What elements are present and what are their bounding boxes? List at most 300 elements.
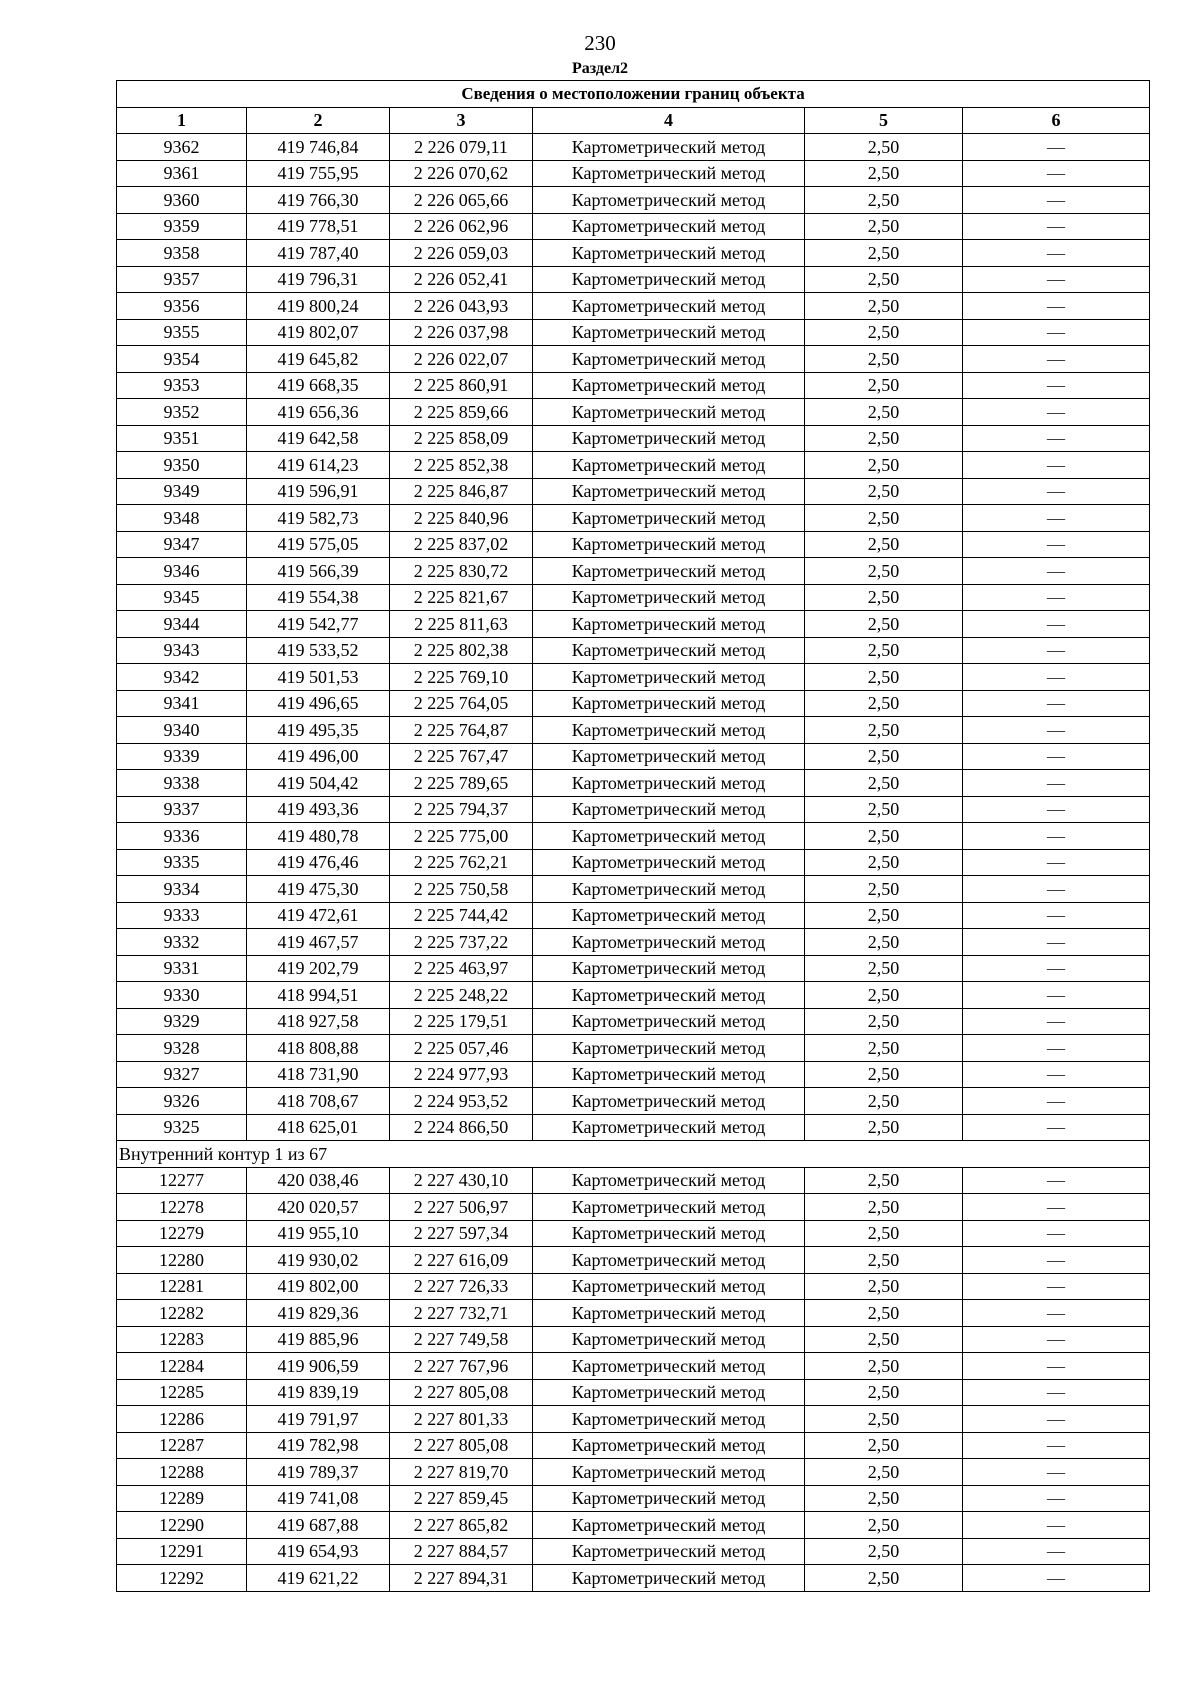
description-cell: — xyxy=(963,1538,1150,1565)
description-cell: — xyxy=(963,1247,1150,1274)
description-cell: — xyxy=(963,346,1150,373)
accuracy-cell: 2,50 xyxy=(805,1194,963,1221)
y-coordinate-cell: 2 227 767,96 xyxy=(390,1353,533,1380)
accuracy-cell: 2,50 xyxy=(805,531,963,558)
description-cell: — xyxy=(963,134,1150,161)
method-cell: Картометрический метод xyxy=(533,1088,805,1115)
y-coordinate-cell: 2 225 830,72 xyxy=(390,558,533,585)
description-cell: — xyxy=(963,1379,1150,1406)
accuracy-cell: 2,50 xyxy=(805,372,963,399)
point-number-cell: 12281 xyxy=(117,1273,247,1300)
table-row xyxy=(117,876,1150,903)
point-number-cell: 9327 xyxy=(117,1061,247,1088)
table-row xyxy=(117,478,1150,505)
x-coordinate-cell: 419 480,78 xyxy=(247,823,390,850)
description-cell: — xyxy=(963,505,1150,532)
table-row xyxy=(117,1353,1150,1380)
point-number-cell: 12277 xyxy=(117,1167,247,1194)
point-number-cell: 9336 xyxy=(117,823,247,850)
point-number-cell: 9329 xyxy=(117,1008,247,1035)
x-coordinate-cell: 420 038,46 xyxy=(247,1167,390,1194)
x-coordinate-cell: 419 802,00 xyxy=(247,1273,390,1300)
coordinates-table xyxy=(116,80,1150,1592)
x-coordinate-cell: 418 808,88 xyxy=(247,1035,390,1062)
table-row xyxy=(117,637,1150,664)
point-number-cell: 9337 xyxy=(117,796,247,823)
description-cell: — xyxy=(963,1008,1150,1035)
method-cell: Картометрический метод xyxy=(533,1459,805,1486)
accuracy-cell: 2,50 xyxy=(805,1406,963,1433)
table-row xyxy=(117,187,1150,214)
x-coordinate-cell: 419 554,38 xyxy=(247,584,390,611)
x-coordinate-cell: 419 787,40 xyxy=(247,240,390,267)
point-number-cell: 9335 xyxy=(117,849,247,876)
accuracy-cell: 2,50 xyxy=(805,876,963,903)
y-coordinate-cell: 2 227 801,33 xyxy=(390,1406,533,1433)
x-coordinate-cell: 419 467,57 xyxy=(247,929,390,956)
method-cell: Картометрический метод xyxy=(533,425,805,452)
point-number-cell: 9340 xyxy=(117,717,247,744)
description-cell: — xyxy=(963,452,1150,479)
description-cell: — xyxy=(963,372,1150,399)
column-header: 1 xyxy=(117,107,247,134)
description-cell: — xyxy=(963,1459,1150,1486)
point-number-cell: 9339 xyxy=(117,743,247,770)
point-number-cell: 9357 xyxy=(117,266,247,293)
method-cell: Картометрический метод xyxy=(533,240,805,267)
method-cell: Картометрический метод xyxy=(533,849,805,876)
accuracy-cell: 2,50 xyxy=(805,1565,963,1592)
table-row xyxy=(117,558,1150,585)
y-coordinate-cell: 2 226 070,62 xyxy=(390,160,533,187)
description-cell: — xyxy=(963,664,1150,691)
y-coordinate-cell: 2 225 248,22 xyxy=(390,982,533,1009)
table-row xyxy=(117,1565,1150,1592)
point-number-cell: 9355 xyxy=(117,319,247,346)
description-cell: — xyxy=(963,1114,1150,1141)
point-number-cell: 9338 xyxy=(117,770,247,797)
table-row xyxy=(117,1406,1150,1433)
point-number-cell: 9326 xyxy=(117,1088,247,1115)
accuracy-cell: 2,50 xyxy=(805,849,963,876)
y-coordinate-cell: 2 225 744,42 xyxy=(390,902,533,929)
x-coordinate-cell: 419 800,24 xyxy=(247,293,390,320)
y-coordinate-cell: 2 226 079,11 xyxy=(390,134,533,161)
table-row xyxy=(117,293,1150,320)
y-coordinate-cell: 2 225 852,38 xyxy=(390,452,533,479)
accuracy-cell: 2,50 xyxy=(805,425,963,452)
table-row xyxy=(117,1035,1150,1062)
method-cell: Картометрический метод xyxy=(533,1035,805,1062)
method-cell: Картометрический метод xyxy=(533,1432,805,1459)
y-coordinate-cell: 2 225 775,00 xyxy=(390,823,533,850)
point-number-cell: 9334 xyxy=(117,876,247,903)
x-coordinate-cell: 419 496,00 xyxy=(247,743,390,770)
table-row xyxy=(117,1114,1150,1141)
accuracy-cell: 2,50 xyxy=(805,399,963,426)
table-row xyxy=(117,1247,1150,1274)
x-coordinate-cell: 419 839,19 xyxy=(247,1379,390,1406)
point-number-cell: 12285 xyxy=(117,1379,247,1406)
description-cell: — xyxy=(963,637,1150,664)
point-number-cell: 9348 xyxy=(117,505,247,532)
point-number-cell: 12279 xyxy=(117,1220,247,1247)
x-coordinate-cell: 419 930,02 xyxy=(247,1247,390,1274)
x-coordinate-cell: 419 596,91 xyxy=(247,478,390,505)
accuracy-cell: 2,50 xyxy=(805,187,963,214)
point-number-cell: 9352 xyxy=(117,399,247,426)
point-number-cell: 9354 xyxy=(117,346,247,373)
point-number-cell: 9343 xyxy=(117,637,247,664)
description-cell: — xyxy=(963,1300,1150,1327)
accuracy-cell: 2,50 xyxy=(805,1167,963,1194)
page-number: 230 xyxy=(584,31,616,55)
table-row xyxy=(117,372,1150,399)
x-coordinate-cell: 419 668,35 xyxy=(247,372,390,399)
y-coordinate-cell: 2 227 616,09 xyxy=(390,1247,533,1274)
point-number-cell: 9344 xyxy=(117,611,247,638)
table-row xyxy=(117,584,1150,611)
y-coordinate-cell: 2 227 597,34 xyxy=(390,1220,533,1247)
method-cell: Картометрический метод xyxy=(533,876,805,903)
description-cell: — xyxy=(963,319,1150,346)
table-row xyxy=(117,266,1150,293)
accuracy-cell: 2,50 xyxy=(805,823,963,850)
accuracy-cell: 2,50 xyxy=(805,1432,963,1459)
accuracy-cell: 2,50 xyxy=(805,1220,963,1247)
table-row xyxy=(117,1088,1150,1115)
y-coordinate-cell: 2 225 821,67 xyxy=(390,584,533,611)
accuracy-cell: 2,50 xyxy=(805,240,963,267)
description-cell: — xyxy=(963,1088,1150,1115)
y-coordinate-cell: 2 225 764,05 xyxy=(390,690,533,717)
x-coordinate-cell: 418 927,58 xyxy=(247,1008,390,1035)
description-cell: — xyxy=(963,1326,1150,1353)
y-coordinate-cell: 2 225 463,97 xyxy=(390,955,533,982)
x-coordinate-cell: 419 645,82 xyxy=(247,346,390,373)
accuracy-cell: 2,50 xyxy=(805,929,963,956)
method-cell: Картометрический метод xyxy=(533,955,805,982)
method-cell: Картометрический метод xyxy=(533,478,805,505)
description-cell: — xyxy=(963,1167,1150,1194)
column-header: 4 xyxy=(533,107,805,134)
table-row xyxy=(117,743,1150,770)
table-row xyxy=(117,505,1150,532)
y-coordinate-cell: 2 225 750,58 xyxy=(390,876,533,903)
y-coordinate-cell: 2 225 789,65 xyxy=(390,770,533,797)
y-coordinate-cell: 2 227 894,31 xyxy=(390,1565,533,1592)
table-row xyxy=(117,1326,1150,1353)
y-coordinate-cell: 2 225 858,09 xyxy=(390,425,533,452)
y-coordinate-cell: 2 224 953,52 xyxy=(390,1088,533,1115)
accuracy-cell: 2,50 xyxy=(805,1326,963,1353)
point-number-cell: 12284 xyxy=(117,1353,247,1380)
x-coordinate-cell: 419 495,35 xyxy=(247,717,390,744)
accuracy-cell: 2,50 xyxy=(805,452,963,479)
method-cell: Картометрический метод xyxy=(533,982,805,1009)
method-cell: Картометрический метод xyxy=(533,1379,805,1406)
table-row xyxy=(117,664,1150,691)
table-row xyxy=(117,1194,1150,1221)
x-coordinate-cell: 419 885,96 xyxy=(247,1326,390,1353)
table-row xyxy=(117,770,1150,797)
method-cell: Картометрический метод xyxy=(533,637,805,664)
method-cell: Картометрический метод xyxy=(533,372,805,399)
y-coordinate-cell: 2 225 837,02 xyxy=(390,531,533,558)
table-caption: Сведения о местоположении границ объекта xyxy=(117,81,1150,108)
accuracy-cell: 2,50 xyxy=(805,134,963,161)
point-number-cell: 9333 xyxy=(117,902,247,929)
x-coordinate-cell: 419 766,30 xyxy=(247,187,390,214)
x-coordinate-cell: 419 955,10 xyxy=(247,1220,390,1247)
x-coordinate-cell: 419 476,46 xyxy=(247,849,390,876)
accuracy-cell: 2,50 xyxy=(805,690,963,717)
method-cell: Картометрический метод xyxy=(533,823,805,850)
accuracy-cell: 2,50 xyxy=(805,611,963,638)
table-row xyxy=(117,1459,1150,1486)
x-coordinate-cell: 419 496,65 xyxy=(247,690,390,717)
method-cell: Картометрический метод xyxy=(533,664,805,691)
accuracy-cell: 2,50 xyxy=(805,213,963,240)
y-coordinate-cell: 2 227 749,58 xyxy=(390,1326,533,1353)
point-number-cell: 12291 xyxy=(117,1538,247,1565)
accuracy-cell: 2,50 xyxy=(805,1485,963,1512)
point-number-cell: 9347 xyxy=(117,531,247,558)
description-cell: — xyxy=(963,876,1150,903)
description-cell: — xyxy=(963,558,1150,585)
column-header: 5 xyxy=(805,107,963,134)
point-number-cell: 12287 xyxy=(117,1432,247,1459)
table-row xyxy=(117,929,1150,956)
table-row xyxy=(117,823,1150,850)
description-cell: — xyxy=(963,955,1150,982)
section-title: Раздел2 xyxy=(571,60,629,77)
y-coordinate-cell: 2 225 762,21 xyxy=(390,849,533,876)
accuracy-cell: 2,50 xyxy=(805,1459,963,1486)
table-row xyxy=(117,796,1150,823)
method-cell: Картометрический метод xyxy=(533,770,805,797)
accuracy-cell: 2,50 xyxy=(805,982,963,1009)
accuracy-cell: 2,50 xyxy=(805,346,963,373)
point-number-cell: 9345 xyxy=(117,584,247,611)
y-coordinate-cell: 2 227 859,45 xyxy=(390,1485,533,1512)
point-number-cell: 9332 xyxy=(117,929,247,956)
accuracy-cell: 2,50 xyxy=(805,1379,963,1406)
accuracy-cell: 2,50 xyxy=(805,1008,963,1035)
x-coordinate-cell: 418 994,51 xyxy=(247,982,390,1009)
x-coordinate-cell: 418 625,01 xyxy=(247,1114,390,1141)
x-coordinate-cell: 419 493,36 xyxy=(247,796,390,823)
table-row xyxy=(117,1061,1150,1088)
accuracy-cell: 2,50 xyxy=(805,637,963,664)
y-coordinate-cell: 2 226 022,07 xyxy=(390,346,533,373)
y-coordinate-cell: 2 225 737,22 xyxy=(390,929,533,956)
point-number-cell: 9330 xyxy=(117,982,247,1009)
description-cell: — xyxy=(963,1432,1150,1459)
x-coordinate-cell: 418 708,67 xyxy=(247,1088,390,1115)
accuracy-cell: 2,50 xyxy=(805,319,963,346)
table-row xyxy=(117,1273,1150,1300)
accuracy-cell: 2,50 xyxy=(805,505,963,532)
y-coordinate-cell: 2 227 732,71 xyxy=(390,1300,533,1327)
table-row xyxy=(117,611,1150,638)
table-row xyxy=(117,399,1150,426)
y-coordinate-cell: 2 227 884,57 xyxy=(390,1538,533,1565)
table-row xyxy=(117,213,1150,240)
method-cell: Картометрический метод xyxy=(533,293,805,320)
point-number-cell: 12292 xyxy=(117,1565,247,1592)
table-row xyxy=(117,160,1150,187)
method-cell: Картометрический метод xyxy=(533,134,805,161)
method-cell: Картометрический метод xyxy=(533,1300,805,1327)
method-cell: Картометрический метод xyxy=(533,1512,805,1539)
description-cell: — xyxy=(963,531,1150,558)
accuracy-cell: 2,50 xyxy=(805,770,963,797)
description-cell: — xyxy=(963,1220,1150,1247)
accuracy-cell: 2,50 xyxy=(805,1088,963,1115)
table-row xyxy=(117,1167,1150,1194)
method-cell: Картометрический метод xyxy=(533,213,805,240)
accuracy-cell: 2,50 xyxy=(805,1538,963,1565)
x-coordinate-cell: 419 542,77 xyxy=(247,611,390,638)
description-cell: — xyxy=(963,823,1150,850)
x-coordinate-cell: 419 782,98 xyxy=(247,1432,390,1459)
x-coordinate-cell: 419 789,37 xyxy=(247,1459,390,1486)
table-row xyxy=(117,717,1150,744)
table-row xyxy=(117,1485,1150,1512)
description-cell: — xyxy=(963,160,1150,187)
table-row xyxy=(117,690,1150,717)
y-coordinate-cell: 2 224 866,50 xyxy=(390,1114,533,1141)
description-cell: — xyxy=(963,1273,1150,1300)
accuracy-cell: 2,50 xyxy=(805,1035,963,1062)
point-number-cell: 9341 xyxy=(117,690,247,717)
accuracy-cell: 2,50 xyxy=(805,584,963,611)
accuracy-cell: 2,50 xyxy=(805,955,963,982)
accuracy-cell: 2,50 xyxy=(805,1300,963,1327)
table-row xyxy=(117,955,1150,982)
method-cell: Картометрический метод xyxy=(533,611,805,638)
description-cell: — xyxy=(963,1061,1150,1088)
point-number-cell: 9342 xyxy=(117,664,247,691)
x-coordinate-cell: 419 778,51 xyxy=(247,213,390,240)
description-cell: — xyxy=(963,902,1150,929)
table-row xyxy=(117,1300,1150,1327)
method-cell: Картометрический метод xyxy=(533,558,805,585)
method-cell: Картометрический метод xyxy=(533,319,805,346)
x-coordinate-cell: 420 020,57 xyxy=(247,1194,390,1221)
method-cell: Картометрический метод xyxy=(533,1406,805,1433)
x-coordinate-cell: 419 504,42 xyxy=(247,770,390,797)
description-cell: — xyxy=(963,1035,1150,1062)
point-number-cell: 12282 xyxy=(117,1300,247,1327)
table-row xyxy=(117,240,1150,267)
y-coordinate-cell: 2 227 430,10 xyxy=(390,1167,533,1194)
contour-label: Внутренний контур 1 из 67 xyxy=(117,1141,1150,1168)
x-coordinate-cell: 419 614,23 xyxy=(247,452,390,479)
column-header: 6 xyxy=(963,107,1150,134)
description-cell: — xyxy=(963,982,1150,1009)
y-coordinate-cell: 2 227 805,08 xyxy=(390,1379,533,1406)
point-number-cell: 9360 xyxy=(117,187,247,214)
y-coordinate-cell: 2 225 794,37 xyxy=(390,796,533,823)
description-cell: — xyxy=(963,929,1150,956)
accuracy-cell: 2,50 xyxy=(805,1061,963,1088)
method-cell: Картометрический метод xyxy=(533,1167,805,1194)
point-number-cell: 9325 xyxy=(117,1114,247,1141)
table-row xyxy=(117,346,1150,373)
table-header-row xyxy=(117,107,1150,134)
accuracy-cell: 2,50 xyxy=(805,1247,963,1274)
point-number-cell: 9358 xyxy=(117,240,247,267)
y-coordinate-cell: 2 226 043,93 xyxy=(390,293,533,320)
column-header: 2 xyxy=(247,107,390,134)
accuracy-cell: 2,50 xyxy=(805,160,963,187)
description-cell: — xyxy=(963,717,1150,744)
table-body xyxy=(117,134,1150,1141)
point-number-cell: 12283 xyxy=(117,1326,247,1353)
accuracy-cell: 2,50 xyxy=(805,717,963,744)
method-cell: Картометрический метод xyxy=(533,452,805,479)
method-cell: Картометрический метод xyxy=(533,1485,805,1512)
method-cell: Картометрический метод xyxy=(533,1565,805,1592)
y-coordinate-cell: 2 225 179,51 xyxy=(390,1008,533,1035)
description-cell: — xyxy=(963,584,1150,611)
contour-label-row xyxy=(117,1141,1150,1168)
method-cell: Картометрический метод xyxy=(533,1061,805,1088)
point-number-cell: 9353 xyxy=(117,372,247,399)
accuracy-cell: 2,50 xyxy=(805,796,963,823)
y-coordinate-cell: 2 225 769,10 xyxy=(390,664,533,691)
table-row xyxy=(117,982,1150,1009)
x-coordinate-cell: 419 621,22 xyxy=(247,1565,390,1592)
point-number-cell: 12288 xyxy=(117,1459,247,1486)
point-number-cell: 9331 xyxy=(117,955,247,982)
table-row xyxy=(117,1379,1150,1406)
y-coordinate-cell: 2 227 506,97 xyxy=(390,1194,533,1221)
table-row xyxy=(117,902,1150,929)
method-cell: Картометрический метод xyxy=(533,160,805,187)
method-cell: Картометрический метод xyxy=(533,929,805,956)
point-number-cell: 12290 xyxy=(117,1512,247,1539)
description-cell: — xyxy=(963,399,1150,426)
y-coordinate-cell: 2 225 811,63 xyxy=(390,611,533,638)
method-cell: Картометрический метод xyxy=(533,796,805,823)
table-row xyxy=(117,1512,1150,1539)
x-coordinate-cell: 419 642,58 xyxy=(247,425,390,452)
x-coordinate-cell: 419 501,53 xyxy=(247,664,390,691)
x-coordinate-cell: 419 687,88 xyxy=(247,1512,390,1539)
x-coordinate-cell: 419 654,93 xyxy=(247,1538,390,1565)
y-coordinate-cell: 2 227 726,33 xyxy=(390,1273,533,1300)
point-number-cell: 9328 xyxy=(117,1035,247,1062)
x-coordinate-cell: 419 906,59 xyxy=(247,1353,390,1380)
x-coordinate-cell: 419 472,61 xyxy=(247,902,390,929)
point-number-cell: 9362 xyxy=(117,134,247,161)
accuracy-cell: 2,50 xyxy=(805,902,963,929)
y-coordinate-cell: 2 225 846,87 xyxy=(390,478,533,505)
method-cell: Картометрический метод xyxy=(533,1247,805,1274)
point-number-cell: 9361 xyxy=(117,160,247,187)
y-coordinate-cell: 2 224 977,93 xyxy=(390,1061,533,1088)
table-row xyxy=(117,1008,1150,1035)
method-cell: Картометрический метод xyxy=(533,1220,805,1247)
y-coordinate-cell: 2 226 052,41 xyxy=(390,266,533,293)
accuracy-cell: 2,50 xyxy=(805,1273,963,1300)
method-cell: Картометрический метод xyxy=(533,1194,805,1221)
x-coordinate-cell: 419 796,31 xyxy=(247,266,390,293)
y-coordinate-cell: 2 225 057,46 xyxy=(390,1035,533,1062)
